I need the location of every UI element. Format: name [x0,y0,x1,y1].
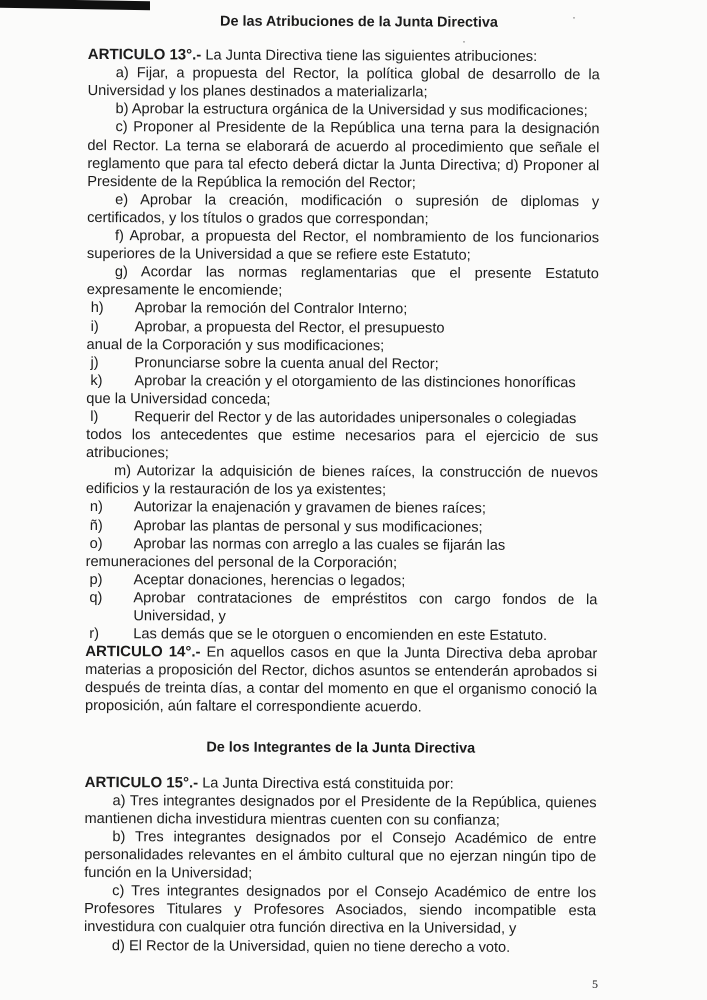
list-item [86,372,598,410]
item-letter: r) [89,626,100,643]
article-13-item-g: g) Acordar las normas reglamentarias que el presente Estatuto expresamente le encomiende; [86,264,599,300]
item-letter: h) [90,300,104,317]
item-text: Autorizar la enajenación y gravamen de bienes raíces; [133,499,486,518]
item-text: Aceptar donaciones, herencias o legados; [133,572,406,590]
article-13-item-a: a) Fijar, a propuesta del Rector, la política global de desarrollo de la Universidad y los planes destinados a materializarla; [87,65,600,101]
article-13-items-h-l [86,299,599,464]
list-item [87,317,599,355]
article-13-item-b: b) Aprobar la estructura orgánica de la Universidad y sus modificaciones; [115,101,588,120]
item-text: Aprobar la creación y el otorgamiento de las distinciones honoríficas [134,372,576,391]
article-13-label: ARTICULO 13°.- [87,46,202,64]
item-continuation: anual de la Corporación y sus modificaciones; [86,336,385,354]
item-text: Aprobar, a propuesta del Rector, el presupuesto [134,318,445,337]
article-14 [85,643,597,718]
list-item [85,571,597,591]
article-15-intro [85,774,597,794]
item-continuation: remuneraciones del personal de la Corporación; [85,553,398,572]
item-letter: n) [89,499,103,516]
list-item [85,589,597,627]
article-13-item-m: m) Autorizar la adquisición de bienes raíces, la construcción de nuevos edificios y la restauración de los ya existentes; [85,463,599,499]
article-13-items-n-r [85,498,598,645]
item-letter: o) [89,535,103,552]
item-text: Aprobar las plantas de personal y sus modificaciones; [133,517,483,536]
item-text: Aprobar contrataciones de empréstitos con cargo fondos de la Universidad, y [133,590,598,625]
list-item [86,354,598,374]
scan-artifact-bar [0,0,150,10]
section-heading-integrantes: De los Integrantes de la Junta Directiva [206,739,476,757]
item-letter: l) [90,408,99,426]
item-text: Requerir del Rector y de las autoridades unipersonales o colegiadas [134,409,577,428]
list-item [86,408,598,465]
list-item [86,498,598,518]
list-item [86,535,598,573]
article-14-text: En aquellos casos en que la Junta Directiva deba aprobar materias a proposición del Rector, dichos asuntos se entenderán aprobados si después de treinta días, a contar del momento en que el organismo conoció la proposición, aún faltare el correspondiente acuerdo. [84,644,598,716]
article-14-label: ARTICULO 14°.- [85,643,201,661]
article-13-intro-text: La Junta Directiva tiene las siguientes atribuciones: [201,47,538,66]
item-continuation: todos los antecedentes que estime necesarios para el ejercicio de sus atribuciones; [86,427,599,462]
scan-speck: · [572,10,576,24]
list-item [86,517,598,537]
article-13-intro [88,46,600,66]
item-letter: j) [90,354,99,371]
article-15-intro-text: La Junta Directiva está constituida por: [198,775,454,793]
article-15-item-c: c) Tres integrantes designados por el Consejo Académico de entre los Profesores Titulares y Profesores Asociados, siendo incompatible esta investidura con cualquier otra función directiva en la Universidad, y [83,883,597,938]
article-13-item-e: e) Aprobar la creación, modificación o supresión de diplomas y certificados, y los títulos o grados que correspondan; [87,191,600,228]
item-text: Las demás que se le otorguen o encomienden en este Estatuto. [133,626,548,645]
item-text: Aprobar la remoción del Contralor Interno; [134,300,408,318]
item-letter: k) [90,372,103,389]
article-15-item-b: b) Tres integrantes designados por el Consejo Académico de entre personalidades relevantes en el ámbito cultural que no ejerzan ningún tipo de función en la Universidad; [84,829,597,882]
list-item [87,299,599,319]
article-13-item-c: c) Proponer al Presidente de la República una terna para la designación del Rector. La terna se elaborará de acuerdo al procedimiento que señale el reglamento que para tal efecto deberá dictar la Junta Directiva; d) Proponer al Presidente de la República la remoción del Rector; [87,119,600,192]
item-letter: p) [89,571,103,588]
item-text: Aprobar las normas con arreglo a las cuales se fijarán las [133,535,506,554]
list-item [85,625,597,645]
scan-speck: · [462,34,466,48]
page-number: 5 [592,977,598,991]
article-15-label: ARTICULO 15°.- [84,773,199,792]
article-15-item-d: d) El Rector de la Universidad, quien no tiene derecho a voto. [111,937,511,956]
item-letter: ñ) [89,517,103,534]
article-15-item-a: a) Tres integrantes designados por el Presidente de la República, quienes mantienen dicha investidura mientras cuenten con su confianza; [84,792,597,829]
item-letter: q) [89,589,103,606]
article-13-item-f: f) Aprobar, a propuesta del Rector, el nombramiento de los funcionarios superiores de la Universidad a que se refiere este Estatuto; [86,228,600,264]
item-text: Pronunciarse sobre la cuenta anual del Rector; [134,354,439,373]
item-letter: i) [90,318,99,335]
section-heading-atribuciones: De las Atribuciones de la Junta Directiva [220,13,498,31]
document-page [84,12,600,957]
item-continuation: que la Universidad conceda; [86,390,271,408]
